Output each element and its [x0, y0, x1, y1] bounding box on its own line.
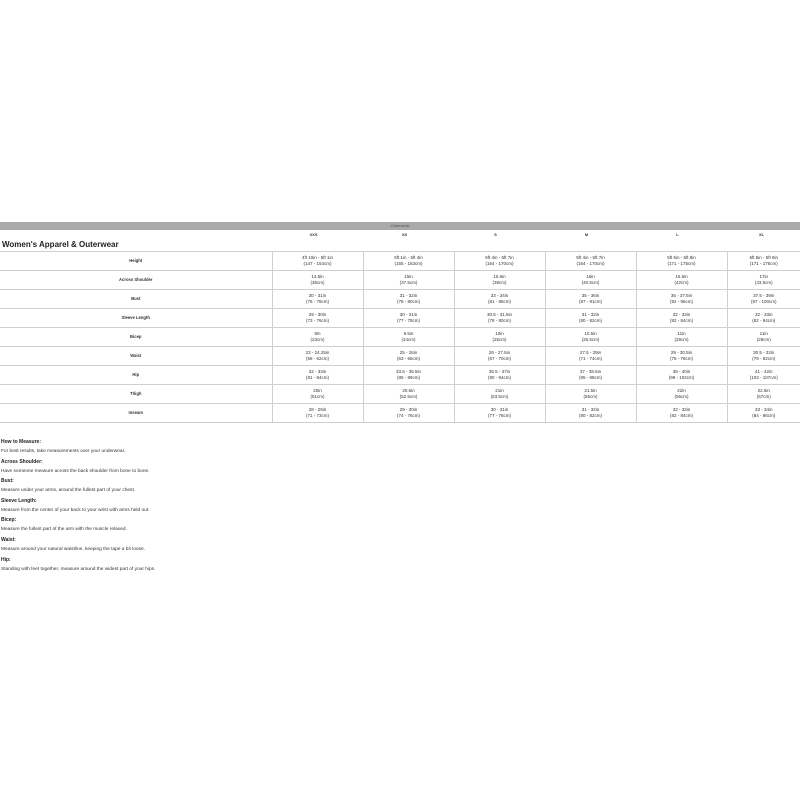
table-cell: [363, 309, 454, 328]
table-cell: [727, 309, 800, 328]
table-cell: [545, 385, 636, 404]
table-cell: [363, 366, 454, 385]
cell-imperial: 22in: [677, 388, 686, 393]
table-cell: [454, 328, 545, 347]
cell-imperial: 30.5 - 32in: [753, 350, 775, 355]
table-cell: [363, 404, 454, 423]
table-cell: [454, 252, 545, 271]
measurement-table: [0, 251, 800, 423]
cell-imperial: 31 - 32in: [581, 407, 600, 412]
cell-imperial: 9.5in: [403, 331, 414, 336]
cell-imperial: 29 - 30.5in: [670, 350, 693, 355]
cell-metric: (36cm): [310, 280, 325, 285]
cell-metric: (25cm): [492, 337, 507, 342]
table-cell: [545, 309, 636, 328]
table-cell: [454, 385, 545, 404]
table-cell: [454, 404, 545, 423]
row-label: Thigh: [0, 385, 272, 404]
cell-metric: (95 - 98cm): [578, 375, 602, 380]
cell-imperial: 25 - 26in: [399, 350, 418, 355]
cell-imperial: 28 - 29in: [308, 407, 327, 412]
cell-imperial: 20.5in: [402, 388, 415, 393]
table-cell: [272, 252, 363, 271]
note-text: Measure under your arms, around the fullest part of your chest.: [1, 488, 136, 494]
table-cell: [636, 290, 727, 309]
table-cell: [727, 328, 800, 347]
cell-imperial: 5ft 5in - 5ft 9in: [749, 255, 779, 260]
cell-metric: (75 - 78cm): [669, 356, 693, 361]
cell-metric: (23cm): [310, 337, 325, 342]
size-header-row: [0, 230, 800, 238]
table-cell: [545, 366, 636, 385]
cell-imperial: 15.5in: [493, 274, 506, 279]
table-cell: [363, 252, 454, 271]
cell-metric: (71 - 74cm): [578, 356, 602, 361]
cell-metric: (67 - 70cm): [487, 356, 511, 361]
cell-metric: (92 - 96cm): [669, 299, 693, 304]
cell-imperial: 30 - 31in: [308, 293, 327, 298]
cell-metric: (81 - 86cm): [487, 299, 511, 304]
table-cell: [727, 252, 800, 271]
table-row: [0, 366, 800, 385]
cell-metric: (74 - 76cm): [396, 413, 420, 418]
table-cell: [636, 328, 727, 347]
table-cell: [363, 347, 454, 366]
cell-imperial: 26 - 27.5in: [488, 350, 511, 355]
cell-metric: (43.5cm): [754, 280, 773, 285]
table-cell: [545, 271, 636, 290]
note-text: Standing with feet together, measure around the widest part of your hips.: [1, 566, 156, 572]
cell-metric: (56cm): [674, 394, 689, 399]
note-heading: How to Measure:: [1, 439, 42, 445]
note-text: For best results, take measurements over your underwear.: [1, 449, 126, 454]
table-cell: [454, 271, 545, 290]
note-text: Measure around your natural waistline, keeping the tape a bit loose.: [1, 546, 145, 552]
cell-metric: (171 - 175cm): [667, 261, 696, 266]
table-cell: [454, 290, 545, 309]
cell-metric: (24cm): [401, 337, 416, 342]
cell-imperial: 16.5in: [675, 274, 688, 279]
row-label: Hip: [0, 366, 272, 385]
table-cell: [272, 404, 363, 423]
table-cell: [272, 290, 363, 309]
cell-imperial: 32 - 33in: [672, 407, 691, 412]
cell-metric: (103 - 107cm): [749, 375, 778, 380]
size-label-s: S: [494, 231, 497, 237]
cell-metric: (99 - 102cm): [668, 375, 695, 380]
cell-metric: (37.5cm): [399, 280, 418, 285]
cell-metric: (80 - 82cm): [578, 318, 602, 323]
table-cell: [545, 252, 636, 271]
section-title: Women's Apparel & Outerwear: [2, 240, 119, 249]
cell-imperial: 4ft 10in - 5ft 1in: [301, 255, 334, 260]
cell-imperial: 10in: [495, 331, 504, 336]
cell-imperial: 36 - 37.5in: [670, 293, 693, 298]
cell-metric: (171 - 175cm): [749, 261, 778, 266]
table-row: [0, 385, 800, 404]
cell-metric: (82 - 84cm): [669, 318, 693, 323]
table-cell: [636, 252, 727, 271]
cell-metric: (29cm): [756, 337, 771, 342]
cell-imperial: 31 - 32in: [399, 293, 418, 298]
cell-imperial: 5ft 5in - 5ft 9in: [667, 255, 696, 260]
note-heading: Hip:: [1, 556, 11, 563]
cell-imperial: 35 - 36in: [581, 293, 600, 298]
cell-imperial: 16in: [586, 274, 595, 279]
cell-imperial: 29 - 30in: [308, 312, 327, 317]
cell-imperial: 21.5in: [584, 388, 597, 393]
cell-metric: (42cm): [674, 280, 689, 285]
cell-imperial: 11in: [759, 331, 768, 336]
cell-metric: (79 - 82cm): [752, 356, 776, 361]
table-cell: [545, 328, 636, 347]
measure-instructions: [0, 437, 780, 574]
size-label-xs: XS: [401, 231, 408, 237]
cell-metric: (28cm): [674, 337, 689, 342]
size-label-xxs: XXS: [309, 231, 318, 237]
cell-metric: (57cm): [756, 394, 771, 399]
table-cell: [363, 271, 454, 290]
cell-metric: (52.5cm): [399, 394, 418, 399]
size-label-xl: XL: [758, 231, 765, 237]
table-cell: [454, 347, 545, 366]
table-cell: [454, 366, 545, 385]
note-text: Measure the fullest part of the arm with the muscle relaxed.: [1, 527, 127, 533]
cell-metric: (87 - 91cm): [578, 299, 602, 304]
cell-metric: (73 - 76cm): [305, 318, 329, 323]
cell-metric: (81 - 84cm): [305, 375, 329, 380]
size-label-l: L: [676, 231, 679, 237]
note-heading: Sleeve Length:: [1, 497, 37, 504]
cell-imperial: 11in: [677, 331, 686, 336]
note-text: Measure from the center of your back to your wrist with arms held out.: [1, 507, 150, 513]
cell-imperial: 31 - 32in: [581, 312, 600, 317]
cell-imperial: 33 - 34in: [490, 293, 509, 298]
cell-metric: (71 - 73cm): [305, 413, 329, 418]
row-label: Bust: [0, 290, 272, 309]
size-label-m: M: [584, 231, 589, 237]
cell-metric: (55cm): [583, 394, 598, 399]
table-row: [0, 309, 800, 328]
cell-metric: (80 - 82cm): [578, 413, 602, 418]
table-cell: [636, 271, 727, 290]
cell-imperial: 14.5in: [311, 274, 324, 279]
category-banner: Outerwear: [0, 222, 800, 230]
cell-imperial: 37 - 38.5in: [579, 369, 602, 374]
table-cell: [727, 366, 800, 385]
cell-metric: (147 - 154cm): [303, 261, 332, 266]
table-row: [0, 271, 800, 290]
table-cell: [545, 290, 636, 309]
row-label: Height: [0, 252, 272, 271]
row-label: Sleeve Length: [0, 309, 272, 328]
table-cell: [363, 290, 454, 309]
table-cell: [727, 347, 800, 366]
row-label: Across Shoulder: [0, 271, 272, 290]
cell-metric: (85 - 89cm): [396, 375, 420, 380]
cell-imperial: 22.5in: [757, 388, 770, 393]
table-row: [0, 347, 800, 366]
cell-metric: (51cm): [310, 394, 325, 399]
cell-imperial: 5ft 1in - 5ft 4in: [394, 255, 423, 260]
cell-metric: (77 - 78cm): [487, 413, 511, 418]
table-cell: [727, 404, 800, 423]
note-heading: Bicep:: [1, 517, 17, 524]
cell-metric: (76 - 78cm): [305, 299, 329, 304]
cell-metric: (90 - 94cm): [487, 375, 511, 380]
table-cell: [727, 271, 800, 290]
cell-imperial: 10.5in: [584, 331, 597, 336]
row-label: Waist: [0, 347, 272, 366]
cell-imperial: 35.5 - 37in: [488, 369, 511, 374]
cell-metric: (97 - 100cm): [750, 299, 777, 304]
cell-metric: (77 - 78cm): [396, 318, 420, 323]
cell-metric: (26.5cm): [581, 337, 600, 342]
cell-metric: (78 - 80cm): [396, 299, 420, 304]
cell-imperial: 39 - 40in: [672, 369, 691, 374]
table-cell: [727, 290, 800, 309]
row-label: Inseam: [0, 404, 272, 423]
table-cell: [272, 309, 363, 328]
cell-imperial: 9in: [314, 331, 321, 336]
table-cell: [272, 347, 363, 366]
cell-metric: (53.5cm): [490, 394, 509, 399]
cell-imperial: 5ft 4in - 5ft 7in: [576, 255, 605, 260]
cell-imperial: 21in: [495, 388, 504, 393]
cell-metric: (78 - 80cm): [487, 318, 511, 323]
table-cell: [363, 385, 454, 404]
table-cell: [272, 328, 363, 347]
table-cell: [272, 385, 363, 404]
table-cell: [272, 366, 363, 385]
cell-imperial: 30 - 31in: [490, 407, 509, 412]
note-heading: Waist:: [1, 536, 16, 543]
cell-metric: (82 - 84cm): [752, 318, 776, 323]
table-row: [0, 328, 800, 347]
row-label: Bicep: [0, 328, 272, 347]
table-cell: [636, 309, 727, 328]
note-heading: Across Shoulder:: [1, 458, 43, 465]
cell-imperial: 32 - 33in: [308, 369, 327, 374]
table-cell: [545, 347, 636, 366]
table-cell: [727, 385, 800, 404]
cell-imperial: 32 - 33in: [754, 312, 773, 317]
cell-metric: (58 - 62cm): [305, 356, 329, 361]
table-cell: [636, 404, 727, 423]
cell-imperial: 30.5 - 31.5in: [486, 312, 513, 317]
cell-metric: (164 - 170cm): [485, 261, 514, 266]
note-text: Have someone measure across the back shoulder from bone to bone.: [1, 468, 150, 474]
cell-metric: (63 - 66cm): [396, 356, 420, 361]
cell-metric: (39cm): [492, 280, 507, 285]
table-row: [0, 404, 800, 423]
table-row: [0, 252, 800, 271]
table-cell: [636, 347, 727, 366]
cell-imperial: 29 - 30in: [399, 407, 418, 412]
table-cell: [272, 271, 363, 290]
cell-imperial: 33.5 - 35.5in: [395, 369, 422, 374]
cell-imperial: 17in: [759, 274, 768, 279]
table-cell: [545, 404, 636, 423]
note-heading: Bust:: [1, 478, 14, 485]
cell-metric: (40.5cm): [581, 280, 600, 285]
cell-imperial: 33 - 34in: [754, 407, 773, 412]
cell-metric: (82 - 84cm): [669, 413, 693, 418]
cell-imperial: 32 - 33in: [672, 312, 691, 317]
cell-metric: (155 - 163cm): [394, 261, 423, 266]
cell-imperial: 15in: [404, 274, 413, 279]
cell-imperial: 30 - 31in: [399, 312, 418, 317]
size-chart: [0, 222, 800, 423]
table-row: [0, 290, 800, 309]
cell-metric: (164 - 170cm): [576, 261, 605, 266]
table-cell: [636, 385, 727, 404]
cell-metric: (84 - 86cm): [752, 413, 776, 418]
table-cell: [636, 366, 727, 385]
cell-imperial: 5ft 4in - 5ft 7in: [485, 255, 514, 260]
cell-imperial: 23 - 24.25in: [305, 350, 330, 355]
cell-imperial: 27.5 - 29in: [579, 350, 602, 355]
cell-imperial: 20in: [313, 388, 322, 393]
cell-imperial: 37.5 - 39in: [753, 293, 775, 298]
table-cell: [454, 309, 545, 328]
table-cell: [363, 328, 454, 347]
cell-imperial: 41 - 42in: [754, 369, 773, 374]
